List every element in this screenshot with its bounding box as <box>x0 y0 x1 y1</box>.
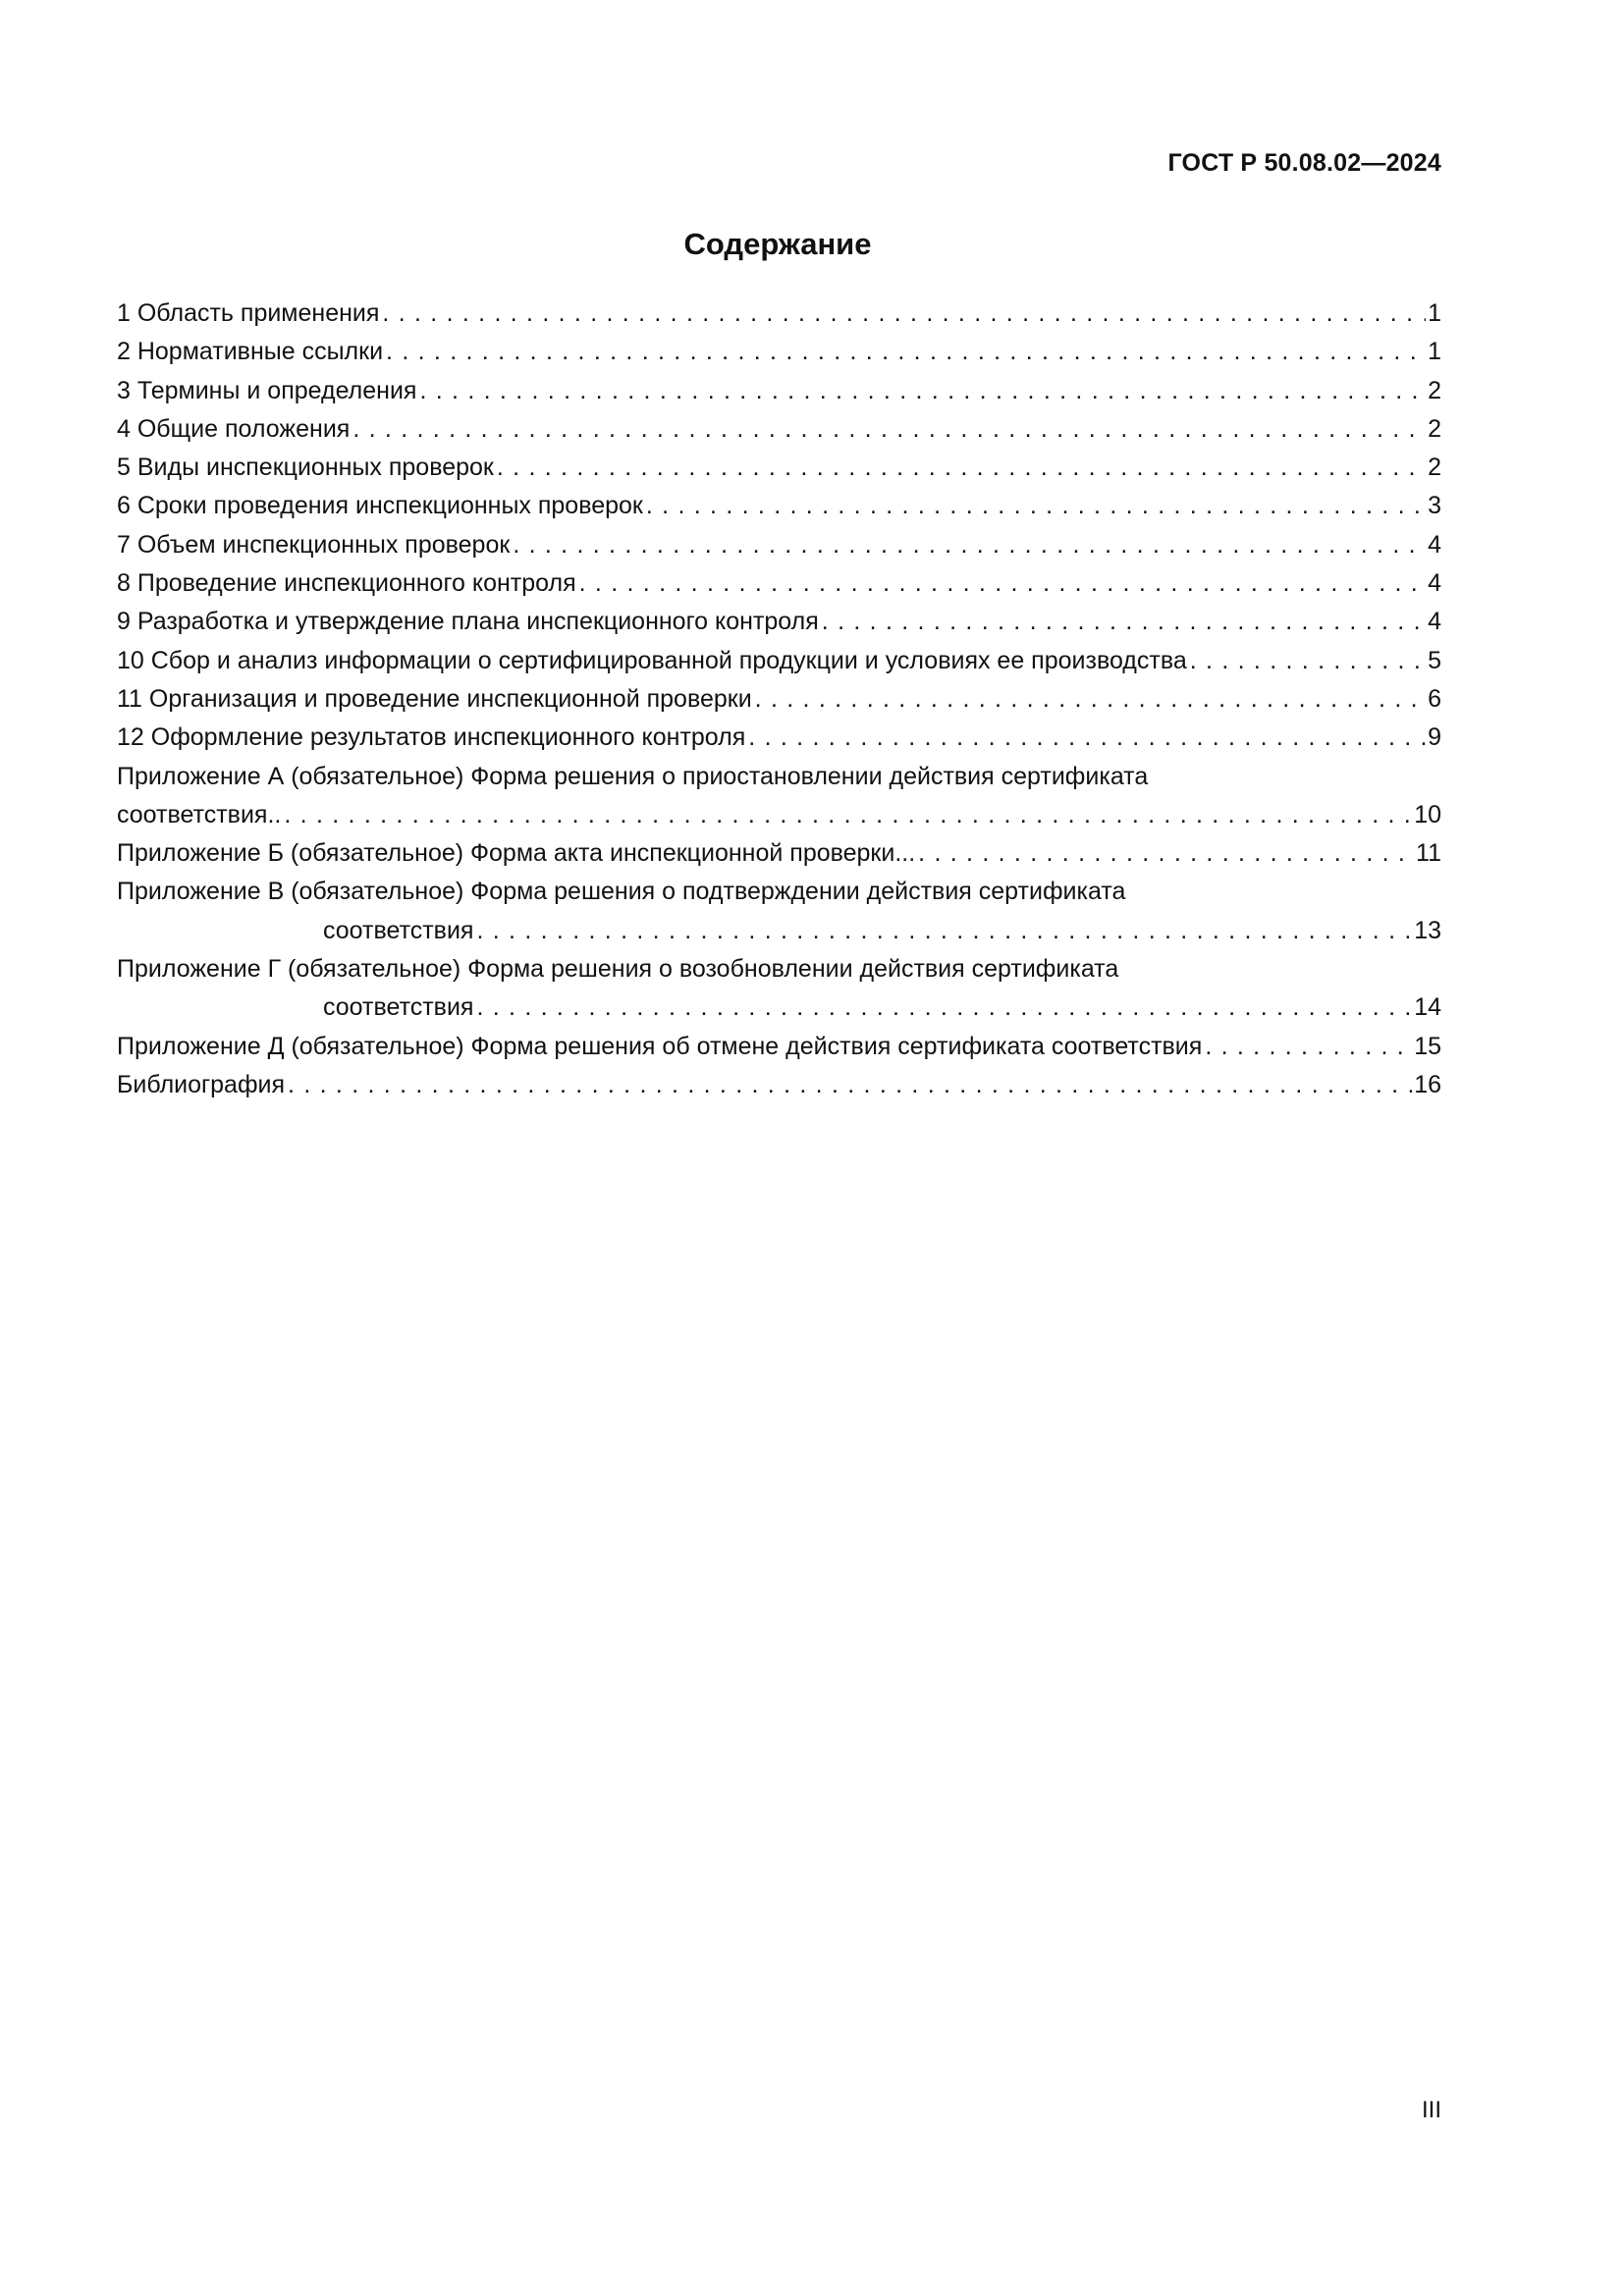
toc-entry-page: 14 <box>1414 993 1441 1022</box>
dot-leader <box>288 1066 1412 1104</box>
toc-entry-text: 6 Сроки проведения инспекционных проверок <box>117 492 643 520</box>
dot-leader <box>1190 642 1426 680</box>
toc-title: Содержание <box>683 227 872 261</box>
toc-entry-text: 12 Оформление результатов инспекционного контроля <box>117 723 746 752</box>
toc-entry-text: 9 Разработка и утверждение плана инспекционного контроля <box>117 608 819 636</box>
toc-entry-appendix-g[interactable] <box>117 950 1441 1028</box>
toc-entry-page: 2 <box>1428 414 1441 443</box>
toc-entry-text: 1 Область применения <box>117 299 380 327</box>
toc-entry-page: 1 <box>1428 299 1441 327</box>
toc-entry-text: Библиография <box>117 1070 286 1098</box>
toc-entry-page: 15 <box>1414 1032 1441 1060</box>
dot-leader <box>748 719 1426 757</box>
toc-entry-appendix-a[interactable] <box>117 758 1441 835</box>
toc-entry-1[interactable] <box>117 294 1441 333</box>
toc-entry-text: Приложение Д (обязательное) Форма решения об отмене действия сертификата соответствия <box>117 1032 1203 1060</box>
toc-entry-bibliography[interactable] <box>117 1066 1441 1104</box>
toc-entry-page: 4 <box>1428 569 1441 598</box>
toc-entry-page: 4 <box>1428 530 1441 559</box>
toc-entry-8[interactable] <box>117 564 1441 603</box>
toc-entry-5[interactable] <box>117 449 1441 487</box>
toc-entry-page: 3 <box>1428 492 1441 520</box>
dot-leader <box>1205 1028 1412 1066</box>
toc-entry-appendix-b[interactable] <box>117 834 1441 873</box>
toc-entry-text: 8 Проведение инспекционного контроля <box>117 569 576 598</box>
page-number: III <box>1421 2097 1441 2123</box>
toc-entry-3[interactable] <box>117 372 1441 410</box>
toc-entry-page: 6 <box>1428 684 1441 713</box>
toc-entry-text: Приложение Г (обязательное) Форма решения о возобновлении действия сертификата <box>117 955 1119 984</box>
dot-leader <box>918 834 1414 873</box>
toc-entry-page: 13 <box>1414 916 1441 944</box>
dot-leader <box>284 796 1412 834</box>
dot-leader <box>419 372 1426 410</box>
toc-entry-page: 10 <box>1414 800 1441 828</box>
toc-entry-page: 4 <box>1428 608 1441 636</box>
toc-entry-9[interactable] <box>117 603 1441 641</box>
toc-entry-text: Приложение Б (обязательное) Форма акта инспекционной проверки... <box>117 839 916 868</box>
toc-entry-text-continued: соответствия <box>323 916 474 944</box>
dot-leader <box>476 988 1412 1027</box>
toc-entry-text-continued: соответствия.. <box>117 800 282 828</box>
dot-leader <box>382 294 1426 333</box>
toc-entry-text: 5 Виды инспекционных проверок <box>117 454 494 482</box>
dot-leader <box>476 912 1412 950</box>
toc-entry-page: 2 <box>1428 376 1441 404</box>
document-code: ГОСТ Р 50.08.02—2024 <box>1167 149 1441 177</box>
dot-leader <box>579 564 1426 603</box>
dot-leader <box>755 680 1426 719</box>
dot-leader <box>386 333 1426 371</box>
toc-entry-text: Приложение А (обязательное) Форма решения о приостановлении действия сертификата <box>117 762 1149 790</box>
dot-leader <box>352 410 1426 449</box>
toc-entry-page: 2 <box>1428 454 1441 482</box>
table-of-contents <box>117 294 1441 1104</box>
dot-leader <box>822 603 1426 641</box>
toc-entry-4[interactable] <box>117 410 1441 449</box>
toc-entry-page: 16 <box>1414 1070 1441 1098</box>
toc-entry-appendix-d[interactable] <box>117 1028 1441 1066</box>
toc-entry-10[interactable] <box>117 642 1441 680</box>
dot-leader <box>646 487 1426 525</box>
toc-entry-text: 11 Организация и проведение инспекционной проверки <box>117 684 752 713</box>
dot-leader <box>497 449 1426 487</box>
toc-entry-7[interactable] <box>117 526 1441 564</box>
toc-entry-6[interactable] <box>117 487 1441 525</box>
toc-entry-appendix-v[interactable] <box>117 873 1441 950</box>
toc-entry-text-continued: соответствия <box>323 993 474 1022</box>
toc-entry-text: 7 Объем инспекционных проверок <box>117 530 511 559</box>
toc-entry-text: 3 Термины и определения <box>117 376 417 404</box>
toc-entry-11[interactable] <box>117 680 1441 719</box>
toc-entry-text: 2 Нормативные ссылки <box>117 338 384 366</box>
toc-entry-text: 4 Общие положения <box>117 414 351 443</box>
toc-entry-page: 1 <box>1428 338 1441 366</box>
toc-entry-2[interactable] <box>117 333 1441 371</box>
toc-entry-text: Приложение В (обязательное) Форма решения о подтверждении действия сертификата <box>117 878 1126 906</box>
toc-entry-text: 10 Сбор и анализ информации о сертифицированной продукции и условиях ее производства <box>117 646 1187 674</box>
toc-entry-page: 9 <box>1428 723 1441 752</box>
toc-entry-page: 5 <box>1428 646 1441 674</box>
toc-entry-page: 11 <box>1416 839 1441 868</box>
dot-leader <box>513 526 1426 564</box>
toc-entry-12[interactable] <box>117 719 1441 757</box>
